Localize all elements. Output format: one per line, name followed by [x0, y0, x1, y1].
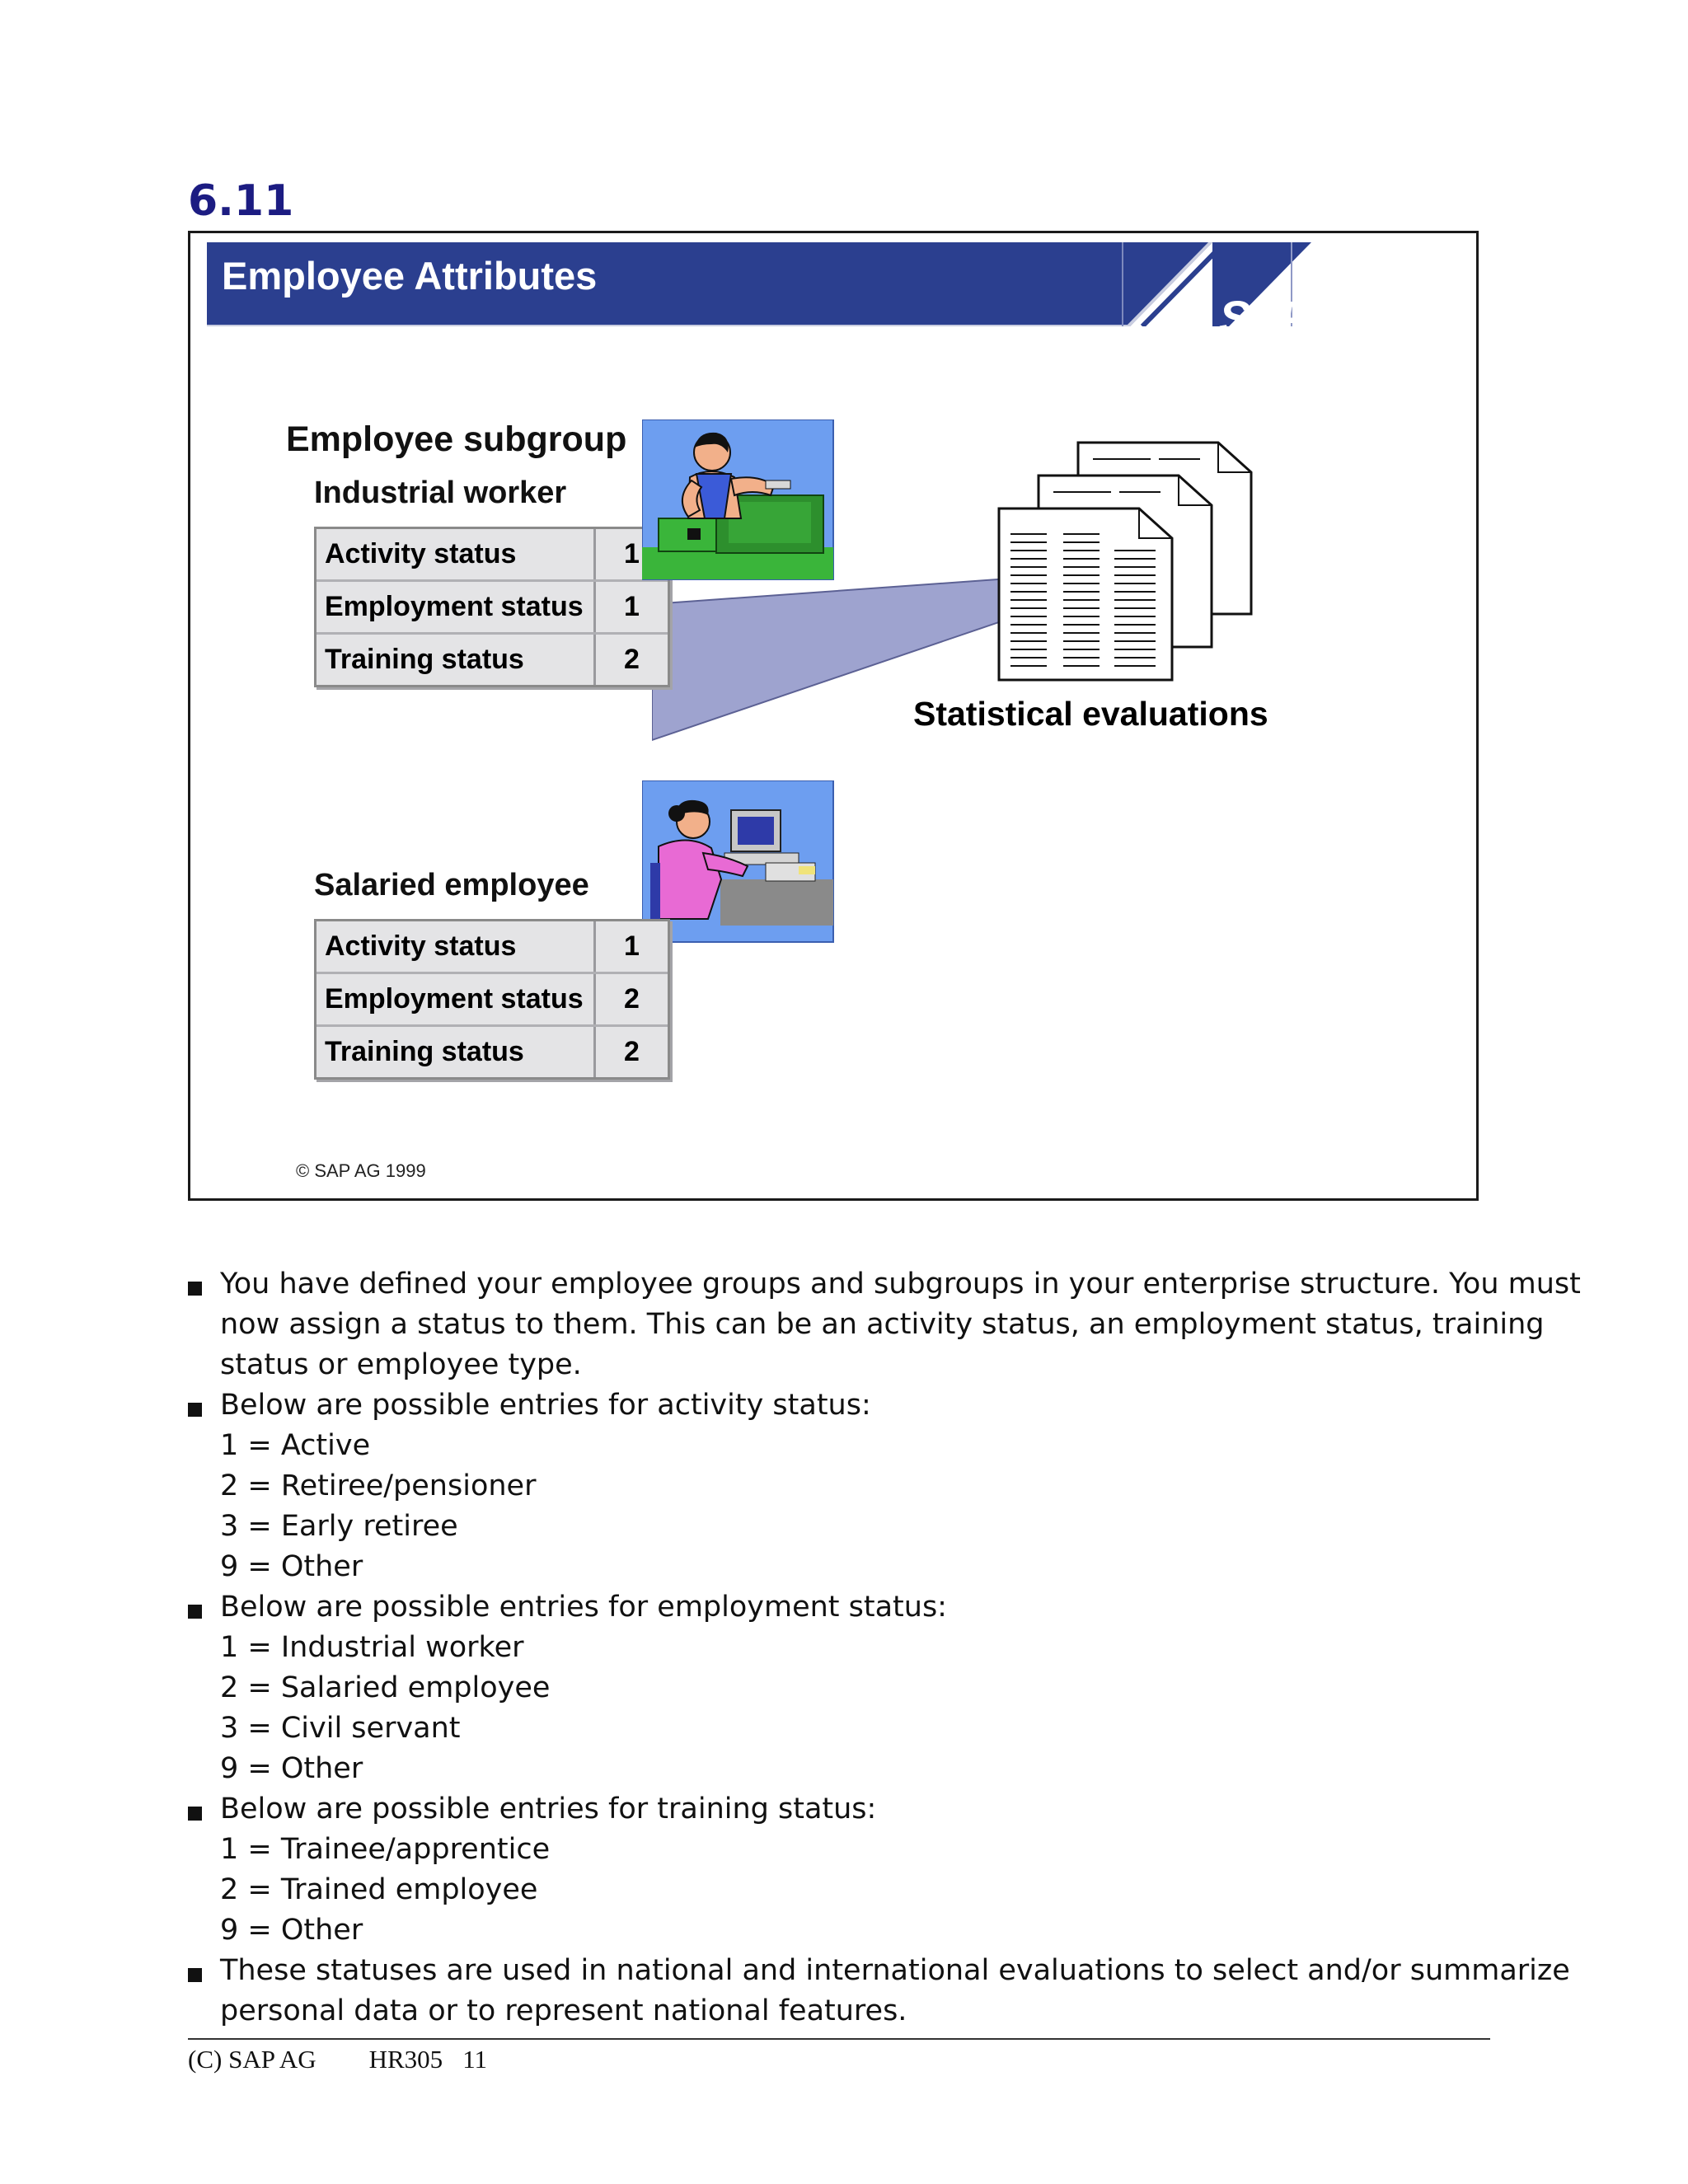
paragraph-line: status or employee type. — [220, 1348, 582, 1381]
paragraph-line: These statuses are used in national and international evaluations to select and/or summarize — [220, 1954, 1570, 1987]
salaried-employee-status-table — [314, 919, 670, 1080]
list-item: 2 = Retiree/pensioner — [220, 1469, 537, 1502]
list-item: 3 = Early retiree — [220, 1510, 458, 1543]
industrial-worker-heading: Industrial worker — [314, 476, 567, 510]
paragraph-line: personal data or to represent national features. — [220, 1994, 907, 2027]
salaried-employee-heading: Salaried employee — [314, 868, 589, 902]
list-item: 9 = Other — [220, 1550, 363, 1583]
status-label: Training status — [316, 635, 596, 685]
list-item: 2 = Trained employee — [220, 1873, 538, 1906]
status-value: 2 — [624, 1036, 640, 1067]
paragraph-line: now assign a status to them. This can be an activity status, an employment status, training — [220, 1308, 1545, 1341]
table-row — [316, 1024, 668, 1077]
status-value: 1 — [624, 930, 640, 962]
statistical-evaluations-caption: Statistical evaluations — [913, 695, 1268, 733]
list-item: 9 = Other — [220, 1914, 363, 1947]
slide-frame — [188, 231, 1479, 1201]
sap-logo: SAP — [1219, 292, 1308, 345]
status-label: Training status — [316, 1027, 596, 1077]
status-label: Activity status — [316, 921, 596, 972]
list-item: 1 = Active — [220, 1429, 371, 1462]
footer-company: (C) SAP AG — [188, 2045, 316, 2074]
paragraph-line: Below are possible entries for training status: — [220, 1793, 877, 1825]
table-row — [316, 579, 668, 632]
bullet-icon — [188, 1605, 202, 1619]
paragraph-line: You have defined your employee groups and subgroups in your enterprise structure. You must — [220, 1268, 1581, 1301]
status-label: Employment status — [316, 582, 596, 632]
table-row — [316, 921, 668, 972]
industrial-worker-illustration — [642, 419, 836, 582]
page-footer — [188, 2045, 540, 2074]
list-item: 9 = Other — [220, 1752, 363, 1785]
status-value: 2 — [624, 983, 640, 1015]
bullet-icon — [188, 1403, 202, 1417]
table-row — [316, 972, 668, 1024]
table-row — [316, 529, 668, 579]
employee-subgroup-heading: Employee subgroup — [286, 419, 627, 459]
slide-copyright: © SAP AG 1999 — [296, 1160, 426, 1181]
list-item: 1 = Trainee/apprentice — [220, 1833, 551, 1866]
statistical-report-documents — [978, 439, 1258, 687]
bullet-icon — [188, 1968, 202, 1982]
status-label: Employment status — [316, 974, 596, 1024]
status-value: 2 — [624, 644, 640, 675]
footer-page: 11 — [462, 2045, 488, 2074]
bullet-icon — [188, 1282, 202, 1296]
slide-title: Employee Attributes — [222, 254, 598, 298]
status-value: 1 — [624, 591, 640, 622]
status-label: Activity status — [316, 529, 596, 579]
paragraph-line: Below are possible entries for employment status: — [220, 1591, 947, 1624]
section-number: 6.11 — [188, 176, 294, 226]
status-value: 1 — [624, 538, 640, 569]
table-row — [316, 632, 668, 685]
list-item: 2 = Salaried employee — [220, 1671, 551, 1704]
industrial-worker-status-table — [314, 527, 670, 687]
list-item: 1 = Industrial worker — [220, 1631, 524, 1664]
bullet-icon — [188, 1807, 202, 1821]
list-item: 3 = Civil servant — [220, 1712, 461, 1745]
salaried-employee-illustration — [642, 780, 836, 945]
footer-rule — [188, 2038, 1490, 2040]
paragraph-line: Below are possible entries for activity status: — [220, 1389, 871, 1422]
footer-course: HR305 — [368, 2045, 443, 2074]
